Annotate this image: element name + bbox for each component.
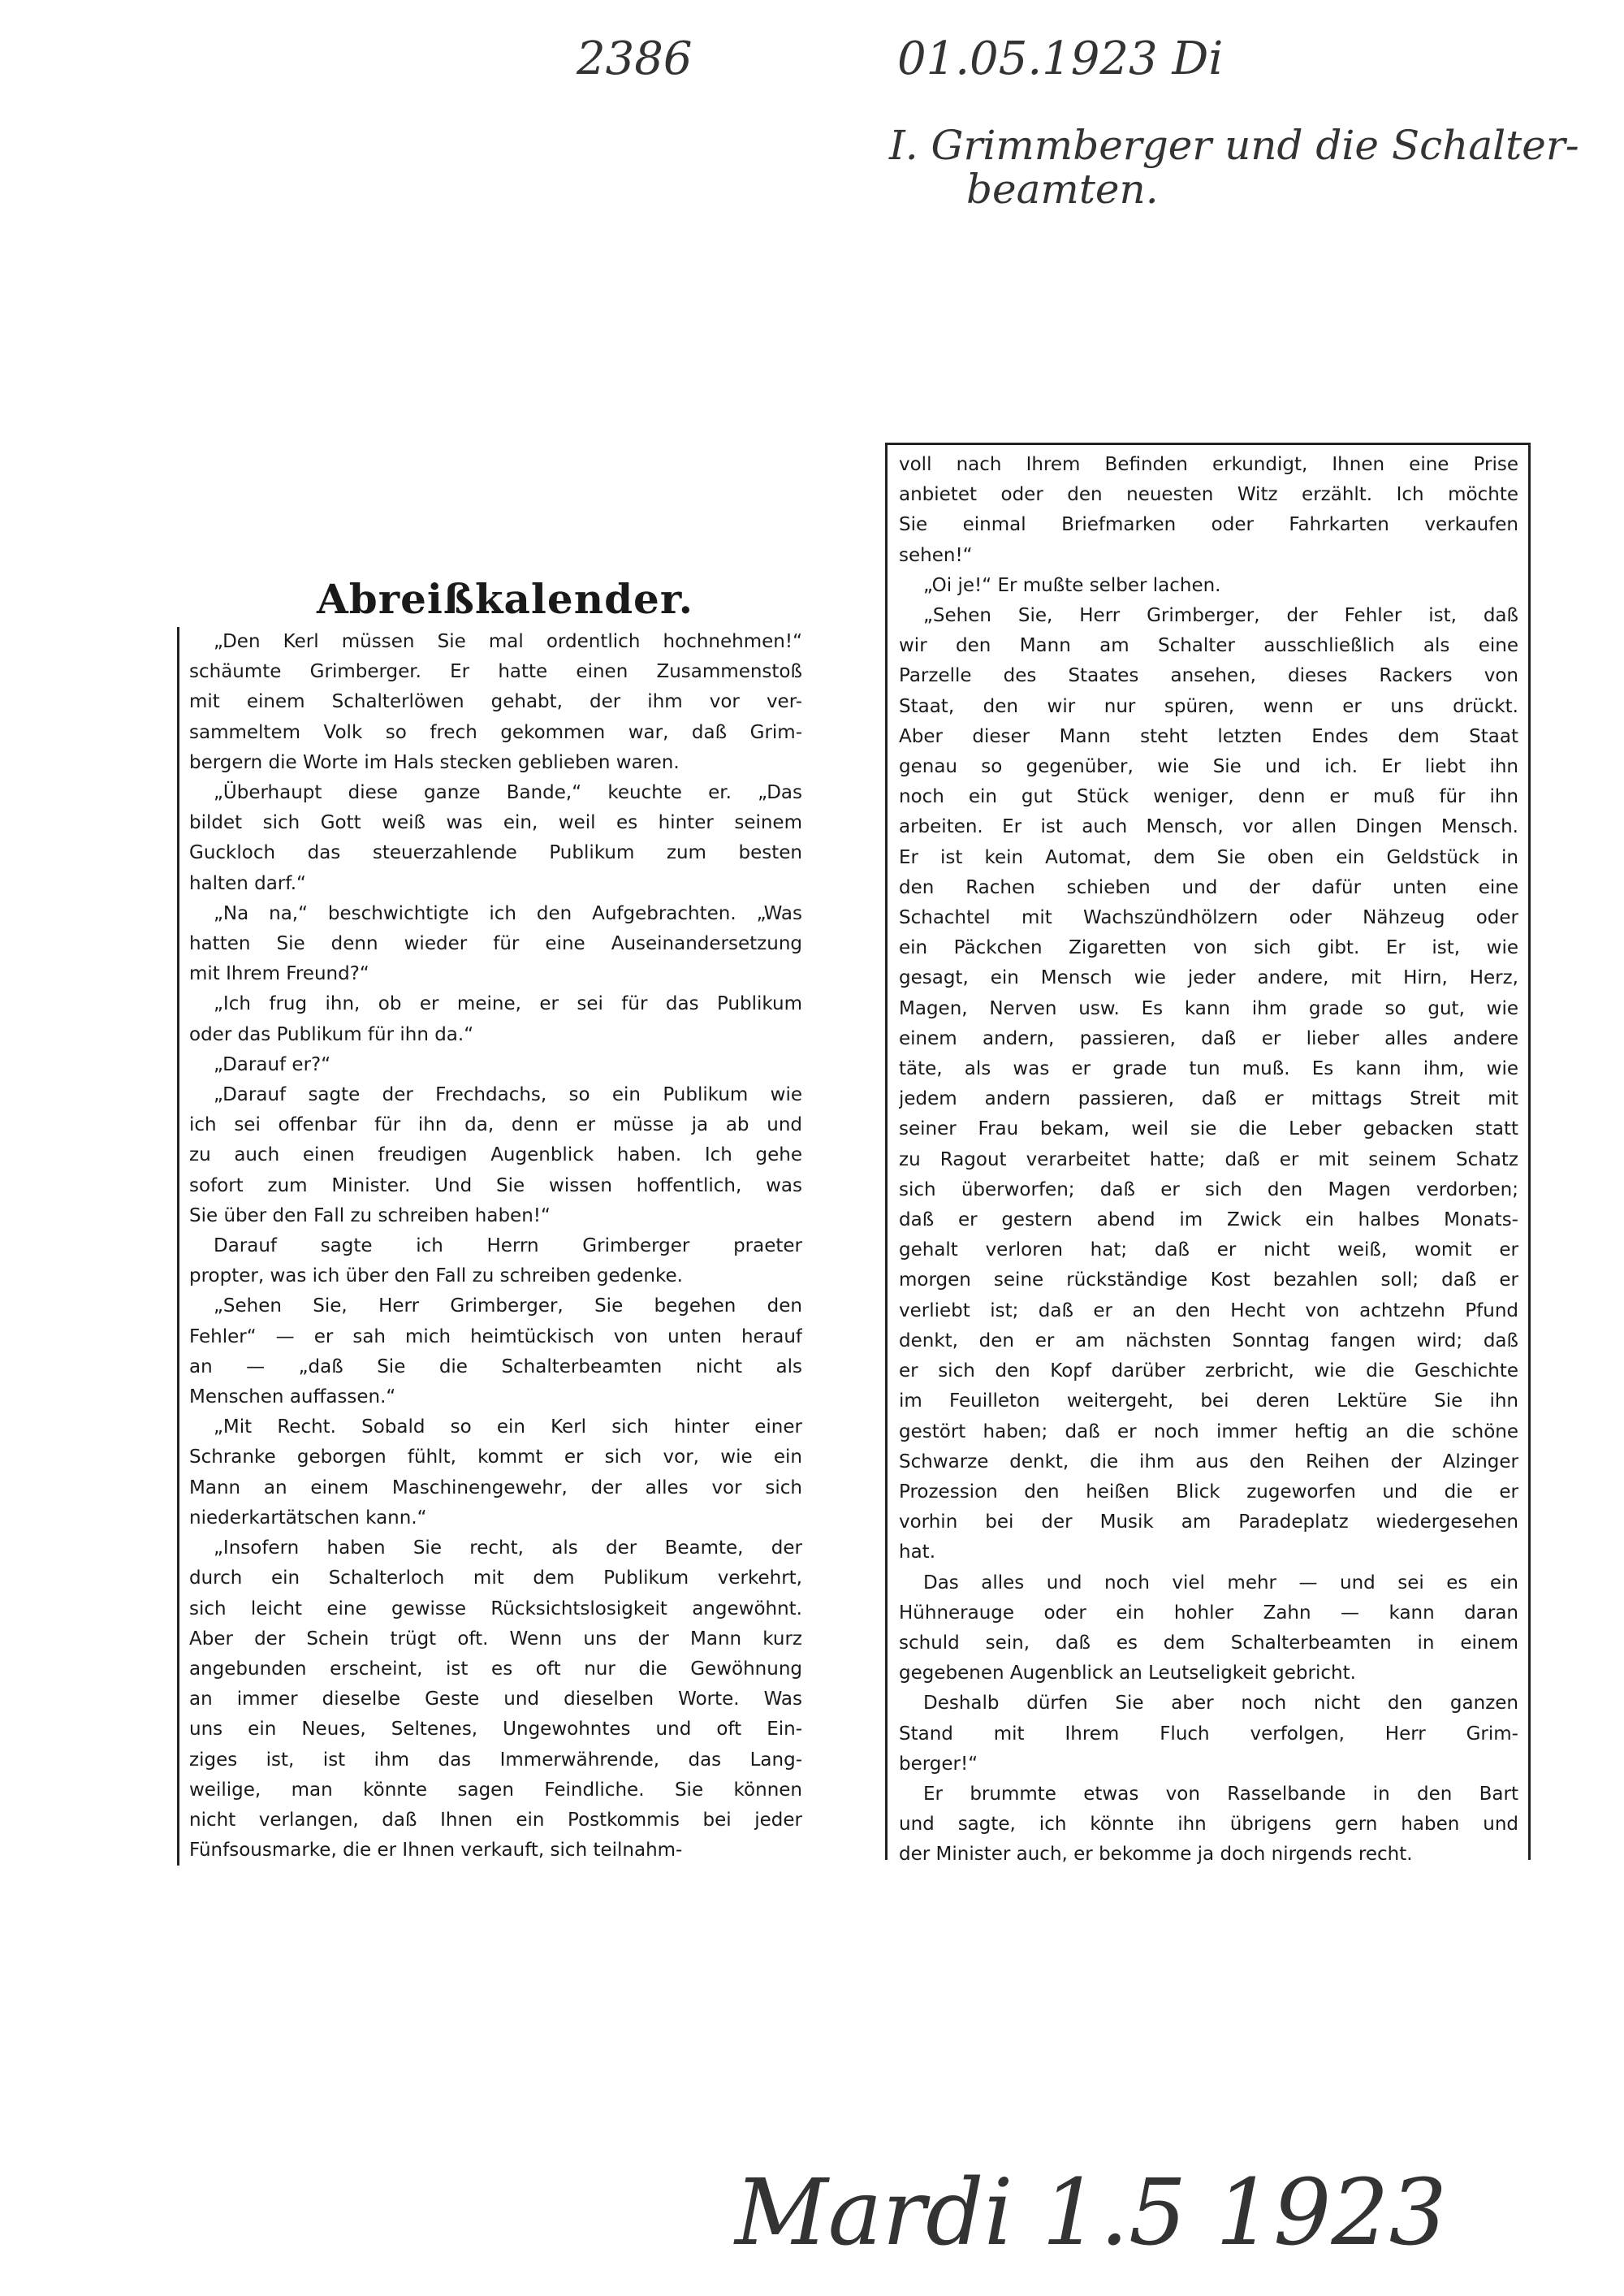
text-line: anbietet oder den neuesten Witz erzählt. Ich möchte xyxy=(899,484,1518,506)
text-line: morgen seine rückständige Kost bezahlen soll; daß er xyxy=(899,1269,1518,1291)
text-line: denkt, den er am nächsten Sonntag fangen wird; daß xyxy=(899,1330,1518,1351)
text-line: Menschen auffassen.“ xyxy=(189,1386,396,1408)
text-line: wir den Mann am Schalter ausschließlich als eine xyxy=(899,635,1518,657)
text-line: er sich den Kopf darüber zerbricht, wie die Geschichte xyxy=(899,1360,1518,1382)
text-line: Schachtel mit Wachszündhölzern oder Nähzeug oder xyxy=(899,907,1518,929)
text-line: zu auch einen freudigen Augenblick haben. Ich gehe xyxy=(189,1144,802,1166)
text-line: „Insofern haben Sie recht, als der Beamte, der xyxy=(214,1537,802,1559)
text-line: gestört haben; daß er noch immer heftig an die schöne xyxy=(899,1420,1518,1442)
text-line: an — „daß Sie die Schalterbeamten nicht als xyxy=(189,1356,802,1377)
text-line: angebunden erscheint, ist es oft nur die Gewöhnung xyxy=(189,1658,802,1680)
text-line: Hühnerauge oder ein hohler Zahn — kann daran xyxy=(899,1602,1518,1624)
text-line: hat. xyxy=(899,1541,936,1563)
text-line: Magen, Nerven usw. Es kann ihm grade so gut, wie xyxy=(899,997,1518,1019)
text-line: den Rachen schieben und der dafür unten eine xyxy=(899,876,1518,898)
text-line: Er ist kein Automat, dem Sie oben ein Geldstück in xyxy=(899,846,1518,868)
text-line: Deshalb dürfen Sie aber noch nicht den ganzen xyxy=(923,1693,1518,1714)
text-line: Mann an einem Maschinengewehr, der alles vor sich xyxy=(189,1477,802,1498)
text-line: Parzelle des Staates ansehen, dieses Rackers von xyxy=(899,665,1518,687)
text-line: propter, was ich über den Fall zu schreiben gedenke. xyxy=(189,1265,683,1287)
text-line: nicht verlangen, daß Ihnen ein Postkommis bei jeder xyxy=(189,1809,802,1831)
archive-number-handwritten: 2386 xyxy=(577,32,693,85)
text-line: Das alles und noch viel mehr — und sei es ein xyxy=(923,1572,1518,1593)
text-line: berger!“ xyxy=(899,1753,978,1775)
text-line: sammeltem Volk so frech gekommen war, daß Grim- xyxy=(189,721,802,743)
text-line: jedem andern passieren, daß er mittags Streit mit xyxy=(899,1088,1518,1110)
text-line: ich sei offenbar für ihn da, denn er müsse ja ab und xyxy=(189,1114,802,1136)
text-line: Guckloch das steuerzahlende Publikum zum besten xyxy=(189,842,802,864)
text-line: „Oi je!“ Er mußte selber lachen. xyxy=(923,574,1221,596)
text-line: durch ein Schalterloch mit dem Publikum verkehrt, xyxy=(189,1567,802,1589)
text-line: Prozession den heißen Blick zugeworfen und die er xyxy=(899,1481,1518,1503)
text-line: „Darauf er?“ xyxy=(214,1053,331,1075)
text-line: noch ein gut Stück weniger, denn er muß für ihn xyxy=(899,786,1518,808)
text-line: Er brummte etwas von Rasselbande in den Bart xyxy=(923,1783,1518,1805)
text-line: „Ich frug ihn, ob er meine, er sei für das Publikum xyxy=(214,993,802,1015)
text-line: halten darf.“ xyxy=(189,872,306,894)
text-line: niederkartätschen kann.“ xyxy=(189,1507,427,1529)
article-column-left xyxy=(177,627,802,1866)
text-line: der Minister auch, er bekomme ja doch nirgends recht. xyxy=(899,1844,1413,1866)
text-line: Aber dieser Mann steht letzten Endes dem Staat xyxy=(899,725,1518,747)
text-line: gehalt verloren hat; daß er nicht weiß, womit er xyxy=(899,1239,1518,1261)
text-line: im Feuilleton weitergeht, bei deren Lektüre Sie ihn xyxy=(899,1390,1518,1412)
text-line: an immer dieselbe Geste und dieselben Worte. Was xyxy=(189,1688,802,1710)
text-line: genau so gegenüber, wie Sie und ich. Er liebt ihn xyxy=(899,756,1518,778)
text-line: hatten Sie denn wieder für eine Auseinandersetzung xyxy=(189,933,802,955)
text-line: „Na na,“ beschwichtigte ich den Aufgebrachten. „Was xyxy=(214,902,802,924)
text-line: Stand mit Ihrem Fluch verfolgen, Herr Grim- xyxy=(899,1723,1518,1745)
text-line: mit Ihrem Freund?“ xyxy=(189,963,369,985)
text-line: verliebt ist; daß er an den Hecht von achtzehn Pfund xyxy=(899,1299,1518,1321)
text-line: Staat, den wir nur spüren, wenn er uns drückt. xyxy=(899,695,1518,717)
article-column-right xyxy=(885,443,1531,1866)
text-line: sofort zum Minister. Und Sie wissen hoffentlich, was xyxy=(189,1174,802,1196)
article-title: Abreißkalender. xyxy=(317,575,694,623)
text-line: Fünfsousmarke, die er Ihnen verkauft, sich teilnahm- xyxy=(189,1840,683,1861)
text-line: täte, als was er grade tun muß. Es kann ihm, wie xyxy=(899,1058,1518,1080)
date-handwritten-bottom: Mardi 1.5 1923 xyxy=(735,2160,1447,2266)
text-line: schäumte Grimberger. Er hatte einen Zusammenstoß xyxy=(189,661,802,683)
handwritten-note-line-1: I. Grimmberger und die Schalter- xyxy=(889,122,1579,169)
text-line: sehen!“ xyxy=(899,544,973,566)
text-line: sich überworfen; daß er sich den Magen verdorben; xyxy=(899,1178,1518,1200)
text-line: weilige, man könnte sagen Feindliche. Sie können xyxy=(189,1779,802,1801)
text-line: uns ein Neues, Seltenes, Ungewohntes und oft Ein- xyxy=(189,1719,802,1740)
text-line: vorhin bei der Musik am Paradeplatz wiedergesehen xyxy=(899,1511,1518,1533)
text-line: „Den Kerl müssen Sie mal ordentlich hochnehmen!“ xyxy=(214,631,802,652)
text-line: Schwarze denkt, die ihm aus den Reihen der Alzinger xyxy=(899,1451,1518,1472)
text-line: daß er gestern abend im Zwick ein halbes Monats- xyxy=(899,1209,1518,1231)
text-line: „Überhaupt diese ganze Bande,“ keuchte er. „Das xyxy=(214,782,802,804)
text-line: „Mit Recht. Sobald so ein Kerl sich hinter einer xyxy=(214,1416,802,1438)
text-line: ein Päckchen Zigaretten von sich gibt. Er ist, wie xyxy=(899,937,1518,959)
text-line: „Sehen Sie, Herr Grimberger, der Fehler ist, daß xyxy=(923,605,1518,627)
handwritten-note-line-2: beamten. xyxy=(966,166,1159,213)
text-line: bildet sich Gott weiß was ein, weil es hinter seinem xyxy=(189,812,802,834)
text-line: mit einem Schalterlöwen gehabt, der ihm vor ver- xyxy=(189,691,802,713)
text-line: arbeiten. Er ist auch Mensch, vor allen Dingen Mensch. xyxy=(899,816,1518,838)
text-line: „Sehen Sie, Herr Grimberger, Sie begehen den xyxy=(214,1295,802,1317)
date-handwritten-top: 01.05.1923 Di xyxy=(897,32,1224,85)
text-line: Aber der Schein trügt oft. Wenn uns der Mann kurz xyxy=(189,1628,802,1650)
text-line: Schranke geborgen fühlt, kommt er sich vor, wie ein xyxy=(189,1446,802,1468)
text-line: Sie einmal Briefmarken oder Fahrkarten verkaufen xyxy=(899,514,1518,536)
text-line: ziges ist, ist ihm das Immerwährende, das Lang- xyxy=(189,1749,802,1771)
text-line: Fehler“ — er sah mich heimtückisch von unten herauf xyxy=(189,1325,802,1347)
text-line: „Darauf sagte der Frechdachs, so ein Publikum wie xyxy=(214,1084,802,1106)
text-line: und sagte, ich könnte ihn übrigens gern haben und xyxy=(899,1814,1518,1836)
text-line: voll nach Ihrem Befinden erkundigt, Ihnen eine Prise xyxy=(899,454,1518,475)
text-line: sich leicht eine gewisse Rücksichtslosigkeit angewöhnt. xyxy=(189,1598,802,1619)
text-line: oder das Publikum für ihn da.“ xyxy=(189,1023,474,1045)
text-line: gesagt, ein Mensch wie jeder andere, mit Hirn, Herz, xyxy=(899,967,1518,989)
text-line: einem andern, passieren, daß er lieber alles andere xyxy=(899,1027,1518,1049)
text-line: Darauf sagte ich Herrn Grimberger praeter xyxy=(214,1235,802,1257)
text-line: schuld sein, daß es dem Schalterbeamten in einem xyxy=(899,1632,1518,1654)
text-line: Sie über den Fall zu schreiben haben!“ xyxy=(189,1204,551,1226)
text-line: zu Ragout verarbeitet hatte; daß er mit seinem Schatz xyxy=(899,1148,1518,1170)
text-line: seiner Frau bekam, weil sie die Leber gebacken statt xyxy=(899,1118,1518,1140)
text-line: gegebenen Augenblick an Leutseligkeit gebricht. xyxy=(899,1663,1356,1684)
text-line: bergern die Worte im Hals stecken geblieben waren. xyxy=(189,751,680,773)
